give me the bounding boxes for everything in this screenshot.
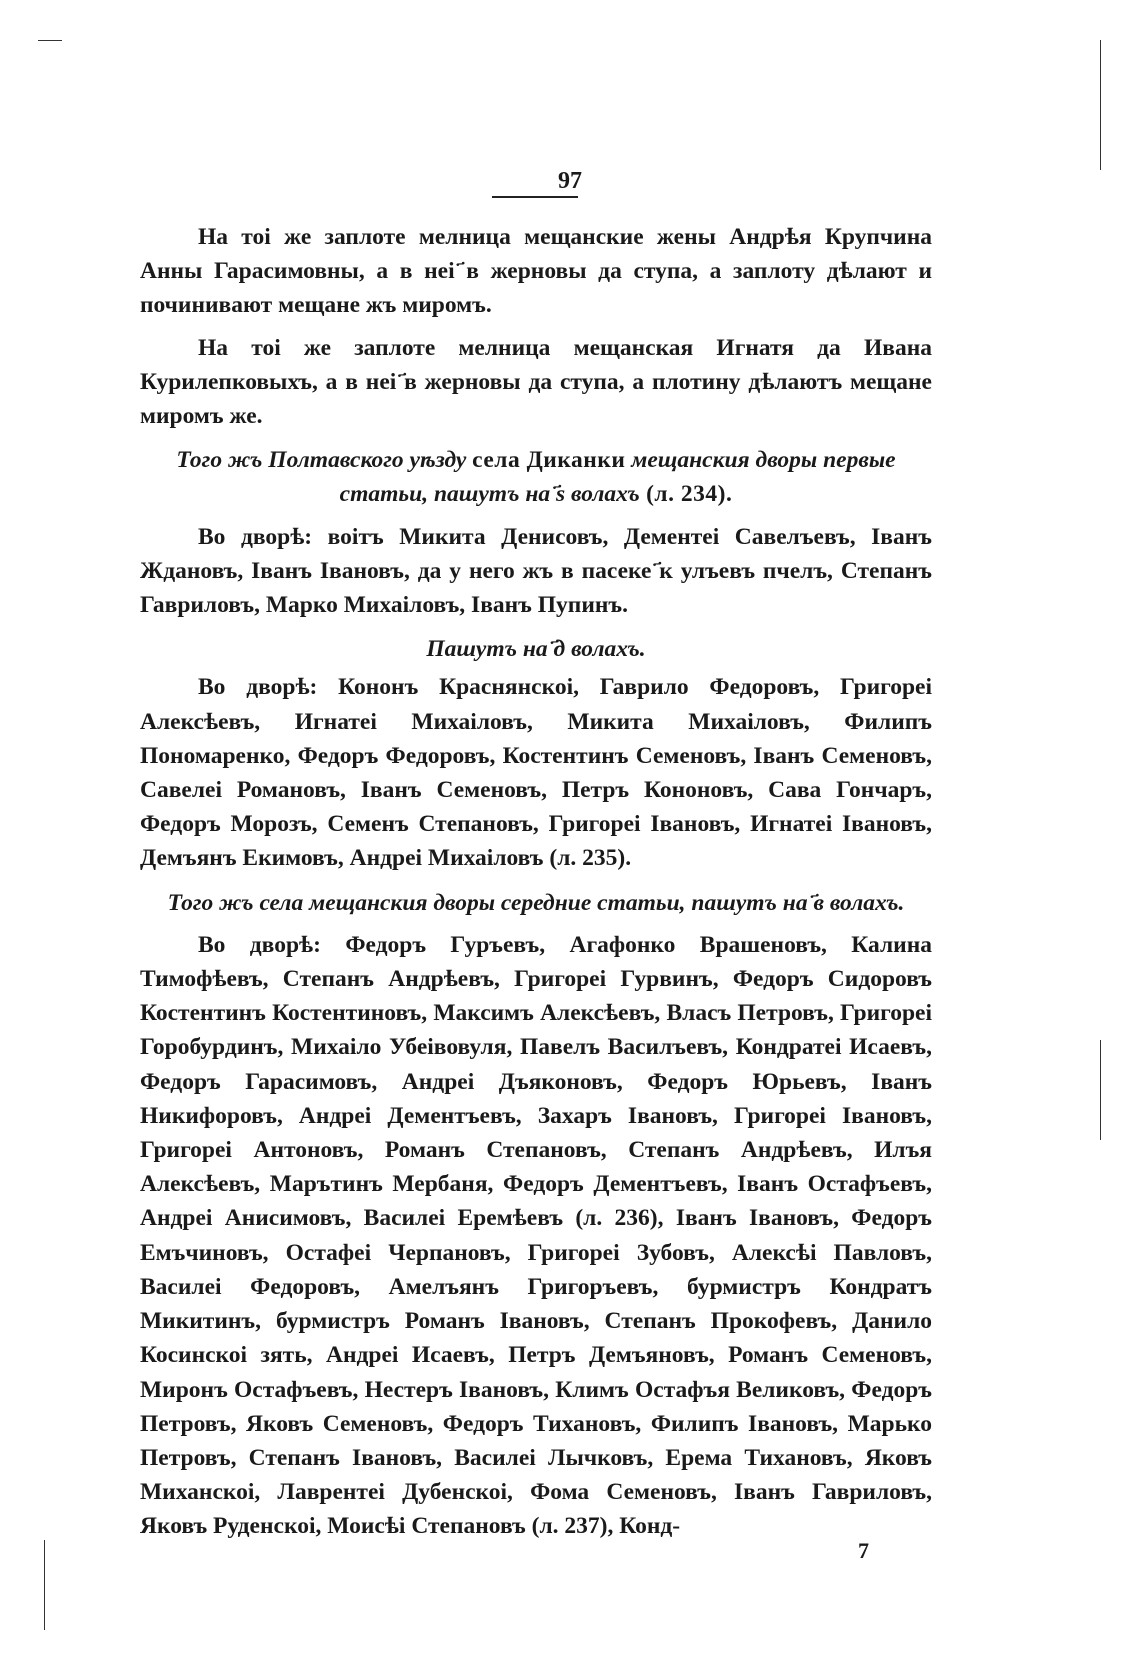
heading-folio-ref: (л. 234). [639, 481, 733, 508]
paragraph-household-list-3: Во дворѣ: Федоръ Гуръевъ, Агафонко Врашеновъ, Калина Тимофѣевъ, Степанъ Андрѣевъ, Григореі Гурвинъ, Федоръ Сидоровъ Костентинъ Костентиновъ, Максимъ Алексѣевъ, Власъ Петровъ, Григореі Горобурдинъ, Михаіло Убеівовуля, Павелъ Василъевъ, Кондратеі Исаевъ, Федоръ Гарасимовъ, Андреі Дъяконовъ, Федоръ Юрьевъ, Іванъ Никифоровъ, Андреі Дементъевъ, Захаръ Івановъ, Григореі Івановъ, Григореі Антоновъ, Романъ Степановъ, Степанъ Андрѣевъ, Илъя Алексѣевъ, Марътинъ Мербаня, Федоръ Дементъевъ, Іванъ Остафъевъ, Андреі Анисимовъ, Василеі Еремѣевъ (л. 236), Іванъ Івановъ, Федоръ Емъчиновъ, Остафеі Черпановъ, Григореі Зубовъ, Алексѣі Павловъ, Василеі Федоровъ, Амелъянъ Григоръевъ, бурмистръ Кондратъ Микитинъ, бурмистръ Романъ Івановъ, Степанъ Прокофевъ, Данило Косинскоі зять, Андреі Исаевъ, Петръ Демъяновъ, Романъ Семеновъ, Миронъ Остафъевъ, Нестеръ Івановъ, Климъ Остафъя Великовъ, Федоръ Петровъ, Яковъ Семеновъ, Федоръ Тихановъ, Филипъ Івановъ, Марько Петровъ, Степанъ Івановъ, Василеі Лычковъ, Ерема Тихановъ, Яковъ Миханскоі, Лаврентеі Дубенскоі, Фома Семеновъ, Іванъ Гавриловъ, Яковъ Руденскоі, Моисѣі Степановъ (л. 237), Конд- [140, 931, 932, 1540]
body-text [140, 220, 932, 1544]
scan-edge-mark-top-left [38, 40, 62, 41]
paragraph-mill-kurilenkovs: На тоі же заплоте мелница мещанская Игнатя да Ивана Курилепковыхъ, а в неі ҃в жерновы да ступа, а плотину дѣлаютъ мещане миромъ же. [140, 334, 932, 430]
section-heading-middle-class: Того жъ села мещанския дворы середние статьи, пашутъ на ҃в волахъ. [167, 889, 905, 916]
page-number-rule [492, 196, 578, 198]
scan-edge-line-right-bottom [1100, 1040, 1101, 1140]
scan-edge-line-right [1100, 40, 1101, 170]
heading-part-c: мещанския дворы первые статьи, пашутъ на ҃s волахъ [339, 447, 896, 508]
page-number: 97 [558, 168, 582, 194]
paragraph-household-list-2: Во дворѣ: Кононъ Краснянскоі, Гаврило Федоровъ, Григореі Алексѣевъ, Игнатеі Михаіловъ, Микита Михаіловъ, Филипъ Пономаренко, Федоръ Федоровъ, Костентинъ Семеновъ, Іванъ Семеновъ, Савелеі Романовъ, Іванъ Семеновъ, Петръ Кононовъ, Сава Гончаръ, Федоръ Морозъ, Семенъ Степановъ, Григореі Івановъ, Игнатеі Івановъ, Демъянъ Екимовъ, Андреі Михаіловъ (л. 235). [140, 674, 932, 872]
heading-village-name: села Диканки [472, 447, 626, 474]
paragraph-mill-krupchin: На тоі же заплоте мелница мещанские жены Андрѣя Крупчина Анны Гарасимовны, а в неі ҃в жерновы да ступа, а заплоту дѣлают и починивают мещане жъ миромъ. [140, 224, 932, 319]
section-heading-dikanka-first [140, 443, 932, 511]
paragraph-household-list-1: Во дворѣ: воітъ Микита Денисовъ, Дементеі Савелъевъ, Іванъ Ждановъ, Іванъ Івановъ, да у него жъ в пасеке ҃к улъевъ пчелъ, Степанъ Гавриловъ, Марко Михаіловъ, Іванъ Пупинъ. [140, 523, 932, 619]
scan-edge-line-left-bottom [44, 1540, 45, 1630]
heading-part-a: Того жъ Полтавского уѣзду [176, 447, 473, 474]
section-heading-four-oxen: Пашутъ на ҃д волахъ. [426, 636, 646, 663]
signature-mark: 7 [858, 1538, 869, 1563]
